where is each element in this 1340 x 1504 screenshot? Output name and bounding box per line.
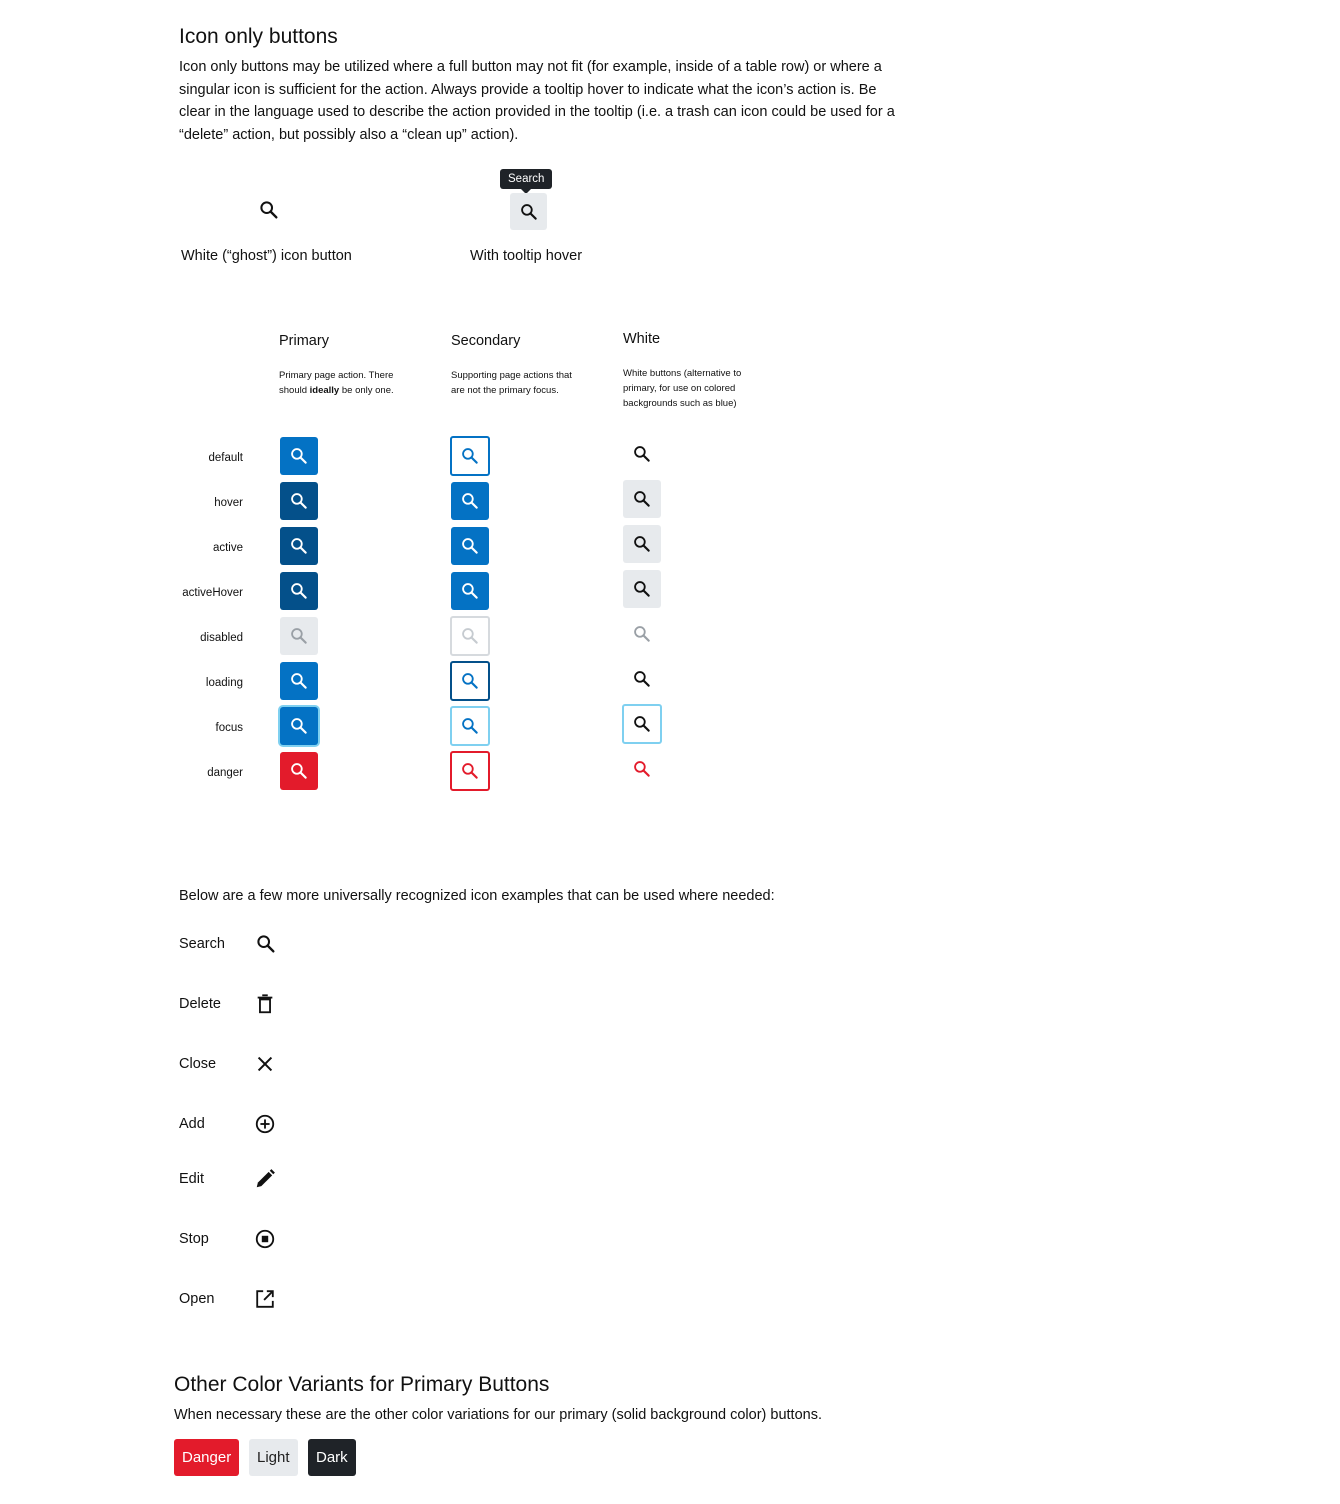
search-icon <box>519 202 539 222</box>
dark-button[interactable]: Dark <box>308 1439 356 1476</box>
primary-button-focus[interactable] <box>280 707 318 745</box>
column-title-secondary: Secondary <box>451 333 521 349</box>
white-button-danger[interactable] <box>623 750 661 788</box>
primary-button-active[interactable] <box>280 527 318 565</box>
search-icon <box>289 581 309 601</box>
icon-label-edit: Edit <box>179 1171 204 1187</box>
state-label-activehover: activeHover <box>182 587 243 599</box>
search-icon <box>460 446 480 466</box>
white-button-hover[interactable] <box>623 480 661 518</box>
white-button-activehover[interactable] <box>623 570 661 608</box>
section-title-icon-only: Icon only buttons <box>179 25 338 48</box>
stop-circle-icon <box>254 1228 276 1250</box>
search-icon <box>255 933 277 955</box>
search-icon <box>632 759 652 779</box>
white-button-default[interactable] <box>623 435 661 473</box>
primary-button-activehover[interactable] <box>280 572 318 610</box>
search-icon <box>460 536 480 556</box>
state-label-default: default <box>208 452 243 464</box>
search-icon <box>460 581 480 601</box>
icons-intro: Below are a few more universally recognized icon examples that can be used where needed: <box>179 888 775 904</box>
search-icon <box>289 626 309 646</box>
icon-label-stop: Stop <box>179 1231 209 1247</box>
search-icon <box>632 669 652 689</box>
search-icon <box>460 716 480 736</box>
secondary-button-default[interactable] <box>450 436 490 476</box>
column-desc-white: White buttons (alternative to primary, for use on colored backgrounds such as blue) <box>623 368 742 409</box>
white-button-focus[interactable] <box>622 704 662 744</box>
search-icon <box>289 536 309 556</box>
primary-button-loading[interactable] <box>280 662 318 700</box>
icon-label-delete: Delete <box>179 996 221 1012</box>
light-button[interactable]: Light <box>249 1439 298 1476</box>
ghost-icon-button[interactable] <box>258 199 280 221</box>
secondary-button-activehover[interactable] <box>451 572 489 610</box>
search-icon <box>632 534 652 554</box>
search-icon <box>460 626 480 646</box>
close-icon <box>254 1053 276 1075</box>
state-label-loading: loading <box>205 677 243 689</box>
white-button-disabled <box>623 615 661 653</box>
add-circle-icon <box>254 1113 276 1135</box>
column-title-primary: Primary <box>279 333 329 349</box>
state-label-focus: focus <box>215 722 243 734</box>
primary-button-hover[interactable] <box>280 482 318 520</box>
state-label-active: active <box>212 542 243 554</box>
search-icon <box>460 761 480 781</box>
icon-label-search: Search <box>179 936 225 952</box>
secondary-button-disabled <box>450 616 490 656</box>
secondary-button-focus[interactable] <box>450 706 490 746</box>
primary-button-default[interactable] <box>280 437 318 475</box>
icon-label-close: Close <box>179 1056 217 1072</box>
secondary-button-danger[interactable] <box>450 751 490 791</box>
search-icon <box>289 491 309 511</box>
white-button-active[interactable] <box>623 525 661 563</box>
trash-icon <box>254 993 276 1015</box>
secondary-button-hover[interactable] <box>451 482 489 520</box>
search-icon <box>632 489 652 509</box>
search-icon <box>289 716 309 736</box>
state-label-danger: danger <box>207 767 243 779</box>
search-icon <box>632 579 652 599</box>
state-label-disabled: disabled <box>200 632 243 644</box>
section-description: Icon only buttons may be utilized where a full button may not fit (for example, inside of a table row) or where a singular icon is sufficient for the action. Always provide a tooltip hover to indicate what the icon’s action is. Be clear in the language used to describe the action provided in the tooltip (i.e. a trash can icon could be used for a “delete” action, but possibly also a “clean up” action). <box>179 59 895 143</box>
variants-description: When necessary these are the other color variations for our primary (solid background color) buttons. <box>174 1407 822 1423</box>
open-external-icon <box>254 1288 276 1310</box>
search-icon <box>632 624 652 644</box>
search-icon <box>289 671 309 691</box>
column-desc-secondary: Supporting page actions that are not the primary focus. <box>451 370 572 396</box>
primary-button-disabled <box>280 617 318 655</box>
search-icon <box>289 761 309 781</box>
ghost-button-label: White (“ghost”) icon button <box>181 248 352 264</box>
search-icon <box>460 491 480 511</box>
search-icon <box>258 199 280 221</box>
state-label-hover: hover <box>214 497 243 509</box>
section-title-variants: Other Color Variants for Primary Buttons <box>174 1373 550 1396</box>
search-icon <box>460 671 480 691</box>
icon-label-add: Add <box>179 1116 205 1132</box>
search-icon <box>632 714 652 734</box>
tooltip-icon-button[interactable] <box>510 193 547 230</box>
primary-button-danger[interactable] <box>280 752 318 790</box>
danger-button[interactable]: Danger <box>174 1439 239 1476</box>
secondary-button-active[interactable] <box>451 527 489 565</box>
tooltip: Search <box>500 169 552 189</box>
column-title-white: White <box>623 331 661 347</box>
column-desc-primary: Primary page action. There should ideally be only one. <box>279 370 394 396</box>
search-icon <box>632 444 652 464</box>
tooltip-button-label: With tooltip hover <box>470 248 583 264</box>
secondary-button-loading[interactable] <box>450 661 490 701</box>
white-button-loading[interactable] <box>623 660 661 698</box>
icon-label-open: Open <box>179 1291 215 1307</box>
pencil-icon <box>254 1168 276 1190</box>
search-icon <box>289 446 309 466</box>
